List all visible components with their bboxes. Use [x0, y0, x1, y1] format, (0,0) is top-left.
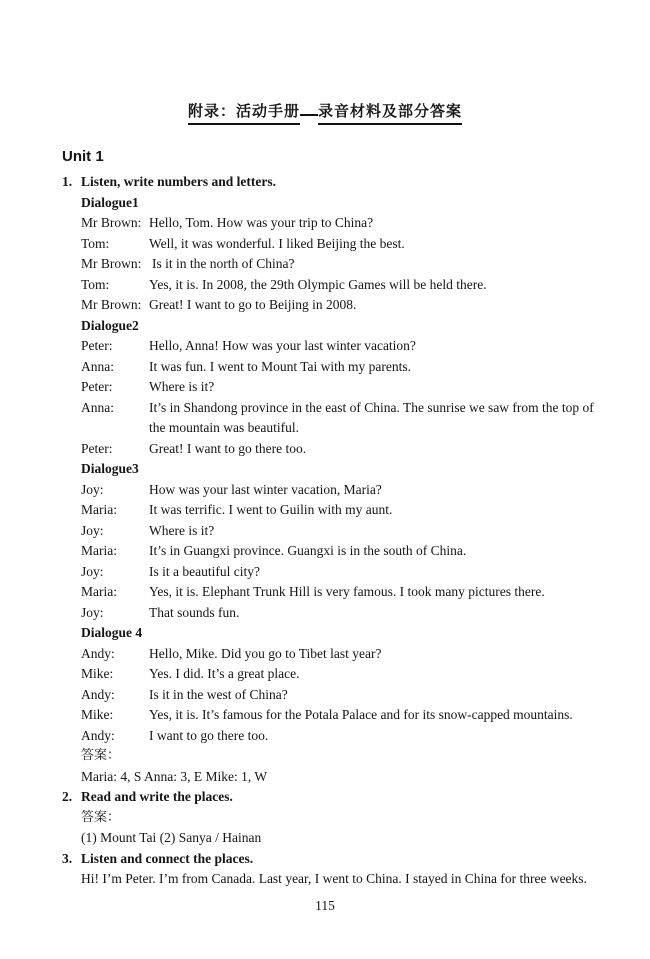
answer-text: (1) Mount Tai (2) Sanya / Hainan [81, 830, 262, 845]
line-text: Yes, it is. In 2008, the 29th Olympic Games will be held there. [149, 276, 487, 292]
line-text: Great! I want to go to Beijing in 2008. [149, 297, 357, 312]
line-text: It’s in Guangxi province. Guangxi is in the south of China. [149, 543, 467, 558]
speaker: Mike: [81, 707, 114, 722]
section-title: Read and write the places. [81, 789, 233, 804]
dialogue-title: Dialogue2 [81, 317, 139, 333]
title-right: 录音材料及部分答案 [318, 100, 462, 125]
answer-text: Maria: 4, S Anna: 3, E Mike: 1, W [81, 768, 268, 784]
page-title [0, 100, 650, 125]
speaker: Joy: [81, 481, 104, 497]
speaker: Joy: [81, 563, 104, 579]
line-text: Yes, it is. It’s famous for the Potala Palace and for its snow-capped mountains. [149, 707, 573, 722]
line-text: I want to go there too. [149, 727, 269, 743]
line-text: Hello, Mike. Did you go to Tibet last year? [149, 645, 382, 661]
speaker: Peter: [81, 440, 113, 456]
speaker: Mr Brown: [81, 297, 142, 312]
line-text: Great! I want to go there too. [149, 440, 307, 456]
answer-label-text: 答案： [81, 809, 121, 825]
dialogue-title: Dialogue3 [81, 461, 139, 476]
speaker: Mike: [81, 666, 114, 681]
speaker: Peter: [81, 338, 113, 353]
line-text: Yes, it is. Elephant Trunk Hill is very famous. I took many pictures there. [149, 584, 545, 599]
line-text: It was terrific. I went to Guilin with my aunt. [149, 502, 393, 517]
dialogue-title: Dialogue1 [81, 194, 139, 210]
section-number: 2. [62, 789, 73, 804]
line-text: Where is it? [149, 379, 215, 394]
line-text: Hello, Tom. How was your trip to China? [149, 215, 374, 230]
page-number: 115 [315, 898, 335, 913]
dialogue-title: Dialogue 4 [81, 625, 143, 640]
speaker: Mr Brown: [81, 256, 142, 271]
speaker: Tom: [81, 235, 110, 251]
speaker: Anna: [81, 399, 114, 415]
speaker: Joy: [81, 604, 104, 620]
title-left: 附录：活动手册 [188, 100, 300, 125]
section-title: Listen, write numbers and letters. [81, 174, 276, 189]
paragraph-text: Hi! I’m Peter. I’m from Canada. Last year, I went to China. I stayed in China for three weeks. [81, 871, 587, 886]
answer-label-text: 答案： [81, 748, 121, 763]
line-text: It was fun. I went to Mount Tai with my parents. [149, 358, 412, 374]
speaker: Maria: [81, 584, 117, 599]
speaker: Andy: [81, 686, 115, 702]
line-text: Is it in the west of China? [149, 686, 288, 702]
line-text: Yes. I did. It’s a great place. [149, 666, 300, 681]
speaker: Anna: [81, 358, 114, 374]
line-text: Well, it was wonderful. I liked Beijing the best. [149, 235, 405, 251]
speaker: Tom: [81, 276, 110, 292]
line-text: That sounds fun. [149, 604, 240, 620]
section-number: 1. [62, 174, 73, 189]
speaker: Andy: [81, 727, 115, 743]
line-text: How was your last winter vacation, Maria? [149, 481, 382, 497]
line-text: Where is it? [149, 522, 215, 538]
line-text: Is it in the north of China? [152, 256, 295, 271]
speaker: Peter: [81, 379, 113, 394]
line-text: It’s in Shandong province in the east of China. The sunrise we saw from the top of the mountain was beautiful. [149, 399, 594, 435]
unit-heading: Unit 1 [62, 148, 104, 165]
section-title: Listen and connect the places. [81, 850, 254, 866]
line-text: Hello, Anna! How was your last winter vacation? [149, 338, 416, 353]
speaker: Maria: [81, 502, 117, 517]
section-number: 3. [62, 850, 73, 866]
speaker: Andy: [81, 645, 115, 661]
speaker: Joy: [81, 522, 104, 538]
speaker: Maria: [81, 543, 117, 558]
line-text: Is it a beautiful city? [149, 563, 260, 579]
speaker: Mr Brown: [81, 215, 142, 230]
